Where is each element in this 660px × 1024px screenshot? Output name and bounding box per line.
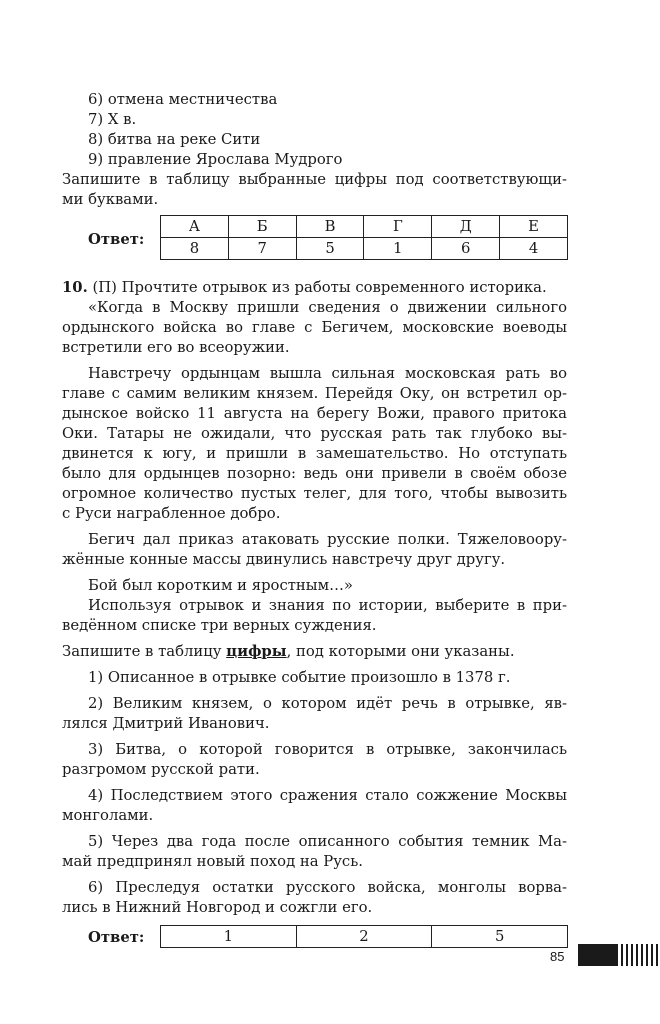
write-instruction-bold: цифры	[226, 643, 287, 660]
quote-line: Оки. Татары не ожидали, что русская рать так глубоко вы-	[62, 425, 567, 442]
option-line: 6) Преследуя остатки русского войска, монголы ворва-	[88, 879, 567, 896]
answer-cell-header: А	[161, 216, 229, 238]
answer-table-header-row	[161, 216, 568, 238]
answer-cell-value[interactable]: 5	[432, 926, 568, 948]
write-instruction-after: , под которыми они указаны.	[286, 643, 515, 660]
list-item: 7) X в.	[88, 111, 137, 128]
answer-cell-header: Б	[228, 216, 296, 238]
quote-line: Бой был коротким и яростным…»	[88, 577, 353, 594]
answer-cell-value[interactable]: 6	[432, 238, 500, 260]
list-item: 9) правление Ярослава Мудрого	[88, 151, 343, 168]
quote-line: Навстречу ордынцам вышла сильная московская рать во	[88, 365, 567, 382]
page-edge-bar-stripes	[616, 944, 660, 966]
list-item: 8) битва на реке Сити	[88, 131, 261, 148]
option-line: лялся Дмитрий Иванович.	[62, 715, 270, 732]
quote-line: огромное количество пустых телег, для того, чтобы вывозить	[62, 485, 567, 502]
quote-line: ордынского войска во главе с Бегичем, московские воеводы	[62, 319, 567, 336]
page-edge-bar	[578, 944, 660, 966]
answer-cell-value[interactable]: 1	[364, 238, 432, 260]
task-number: 10.	[62, 279, 88, 296]
answer-table-value-row	[161, 238, 568, 260]
option-line: 1) Описанное в отрывке событие произошло в 1378 г.	[88, 669, 511, 686]
quote-line: «Когда в Москву пришли сведения о движении сильного	[88, 299, 567, 316]
quote-line: было для ордынцев позорно: ведь они привели в своём обозе	[62, 465, 567, 482]
write-instruction	[62, 642, 515, 662]
answer-cell-header: Е	[500, 216, 568, 238]
quote-line: дынское войско 11 августа на берегу Вожи, правого притока	[62, 405, 567, 422]
question-line: ведённом списке три верных суждения.	[62, 617, 377, 634]
quote-line: двинется к югу, и пришли в замешательство. Но отступать	[62, 445, 567, 462]
instruction-line: Запишите в таблицу выбранные цифры под соответствующи-	[62, 171, 567, 188]
answer-cell-value[interactable]: 8	[161, 238, 229, 260]
quote-line: встретили его во всеоружии.	[62, 339, 290, 356]
quote-line: жённые конные массы двинулись навстречу друг другу.	[62, 551, 506, 568]
answer-cell-header: Д	[432, 216, 500, 238]
quote-line: с Руси награбленное добро.	[62, 505, 281, 522]
instruction-line: ми буквами.	[62, 191, 159, 208]
answer-cell-header: Г	[364, 216, 432, 238]
option-line: 3) Битва, о которой говорится в отрывке, закончилась	[88, 741, 567, 758]
option-line: лись в Нижний Новгород и сожгли его.	[62, 899, 373, 916]
option-line: разгромом русской рати.	[62, 761, 260, 778]
list-item: 6) отмена местничества	[88, 91, 278, 108]
quote-line: Бегич дал приказ атаковать русские полки. Тяжеловоору-	[88, 531, 567, 548]
page-edge-bar-solid	[578, 944, 616, 966]
question-line: Используя отрывок и знания по истории, выберите в при-	[88, 597, 567, 614]
task-heading	[62, 278, 547, 298]
answer-cell-header: В	[296, 216, 364, 238]
option-line: 5) Через два года после описанного события темник Ма-	[88, 833, 567, 850]
answer-cell-value[interactable]: 7	[228, 238, 296, 260]
page-number: 85	[550, 949, 565, 964]
answer-cell-value[interactable]: 2	[296, 926, 432, 948]
task-intro: (П) Прочтите отрывок из работы современного историка.	[92, 279, 547, 296]
option-line: 2) Великим князем, о котором идёт речь в отрывке, яв-	[88, 695, 567, 712]
answer-cell-value[interactable]: 4	[500, 238, 568, 260]
option-line: 4) Последствием этого сражения стало сожжение Москвы	[88, 787, 567, 804]
answer-table-value-row	[161, 926, 568, 948]
answer-label: Ответ:	[88, 231, 145, 248]
quote-line: главе с самим великим князем. Перейдя Оку, он встретил ор-	[62, 385, 567, 402]
answer-cell-value[interactable]: 1	[161, 926, 297, 948]
option-line: май предпринял новый поход на Русь.	[62, 853, 363, 870]
answer-table	[160, 925, 568, 948]
answer-cell-value[interactable]: 5	[296, 238, 364, 260]
option-line: монголами.	[62, 807, 154, 824]
write-instruction-before: Запишите в таблицу	[62, 643, 227, 660]
answer-table	[160, 215, 568, 260]
answer-label: Ответ:	[88, 929, 145, 946]
